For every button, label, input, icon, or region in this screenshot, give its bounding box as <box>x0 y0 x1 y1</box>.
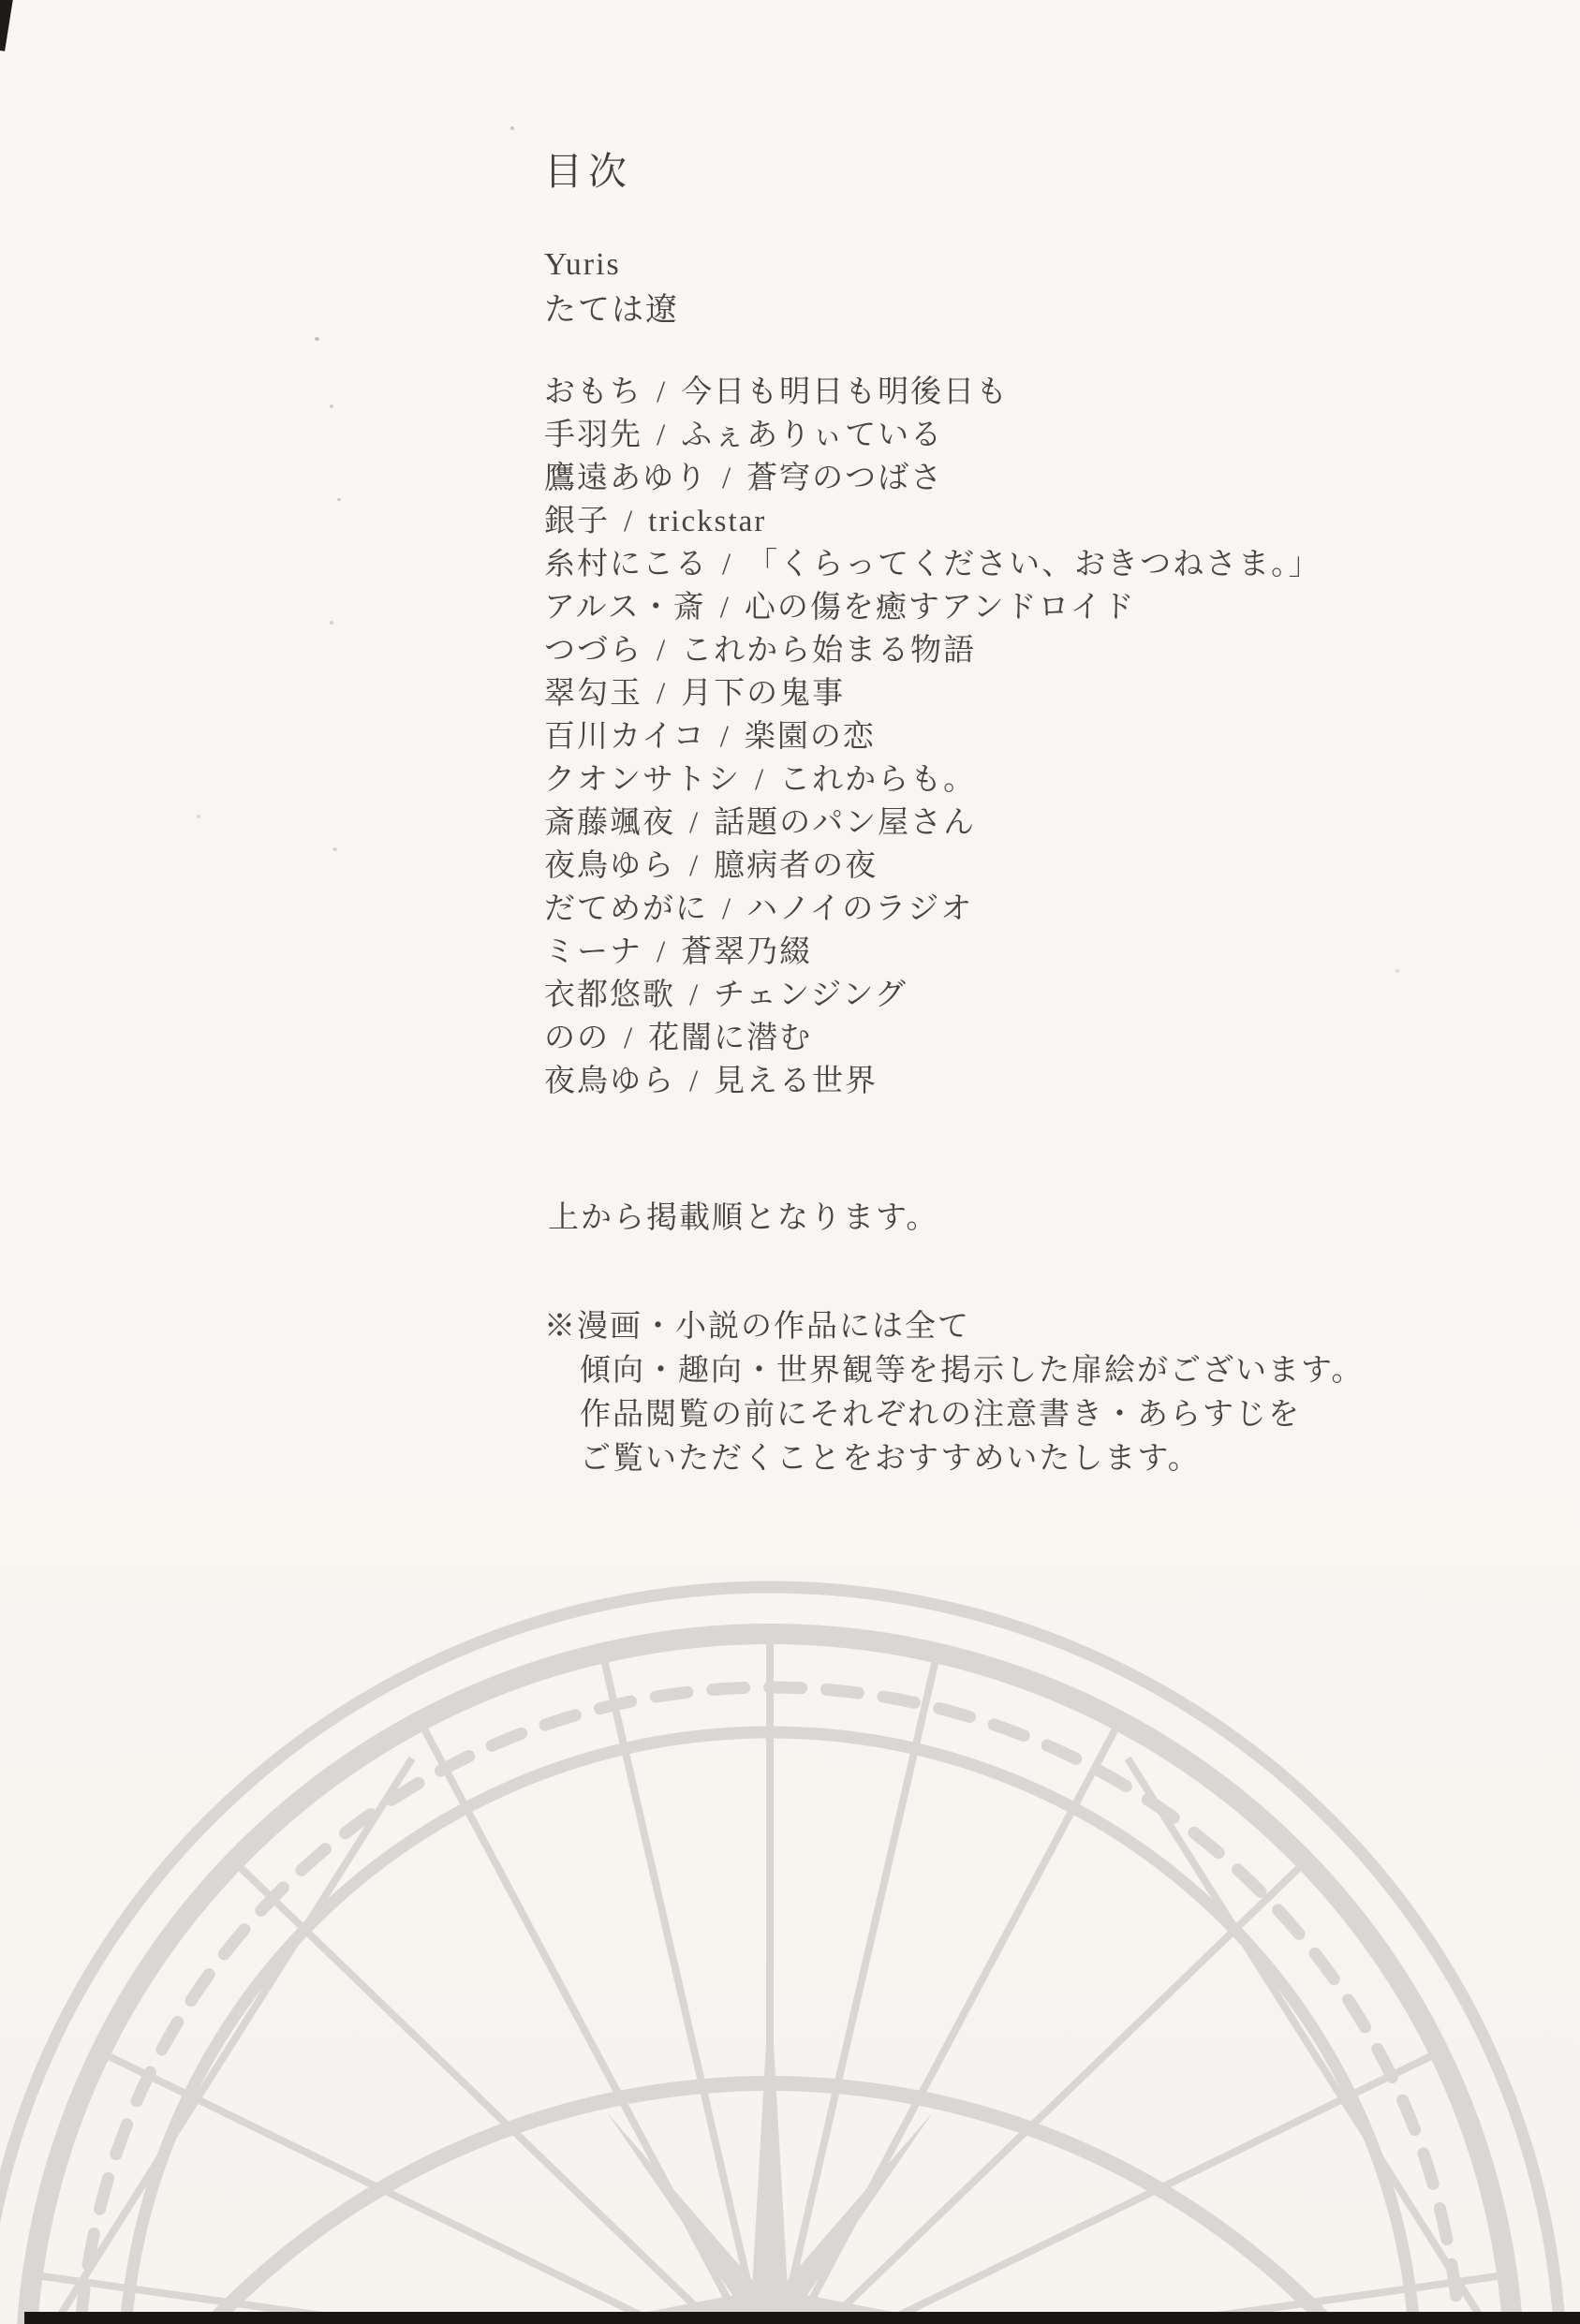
toc-entry <box>544 629 1322 672</box>
dust-speck <box>330 404 333 408</box>
toc-work: 見える世界 <box>714 1065 879 1098</box>
credit-circle-name: Yuris <box>544 247 621 282</box>
toc-author: 夜鳥ゆら <box>544 1065 675 1098</box>
scan-edge-bottom <box>24 2312 1580 2324</box>
toc-author: おもち <box>544 375 642 409</box>
toc-separator: / <box>722 892 733 926</box>
toc-separator: / <box>689 806 701 840</box>
toc-work: 花闇に潜む <box>648 1022 813 1055</box>
dust-speck <box>1395 969 1399 973</box>
toc-entry <box>544 931 1322 974</box>
toc-work: チェンジング <box>714 978 908 1012</box>
notice-line: 傾向・趣向・世界観等を掲示した扉絵がございます。 <box>580 1354 1365 1388</box>
toc-work: ふぇありぃている <box>681 419 944 452</box>
toc-entry <box>544 1017 1322 1060</box>
toc-work: 心の傷を癒すアンドロイド <box>744 591 1136 625</box>
toc-author: 手羽先 <box>544 419 642 452</box>
dust-speck <box>332 847 337 851</box>
notice-line: ご覧いただくことをおすすめいたします。 <box>580 1442 1201 1476</box>
scan-edge-top-left <box>0 0 14 51</box>
order-note: 上から掲載順となります。 <box>548 1201 939 1235</box>
toc-entry <box>544 845 1322 888</box>
dust-speck <box>315 337 319 341</box>
toc-author: 糸村にこる <box>544 548 708 581</box>
toc-author: アルス・斎 <box>544 591 706 625</box>
toc-work: 臆病者の夜 <box>714 849 879 883</box>
dust-speck <box>197 815 200 818</box>
toc-separator: / <box>755 763 766 797</box>
toc-work: ハノイのラジオ <box>746 892 974 926</box>
credit-organizer: たては遼 <box>544 293 679 328</box>
toc-entry <box>544 371 1322 414</box>
toc-separator: / <box>722 462 733 495</box>
toc-work: trickstar <box>648 505 767 538</box>
toc-separator: / <box>657 419 668 452</box>
toc-separator: / <box>657 677 668 711</box>
toc-separator: / <box>624 1022 635 1055</box>
toc-separator: / <box>657 375 668 409</box>
toc-author: 翠勾玉 <box>544 677 642 711</box>
toc-work: 月下の鬼事 <box>681 677 846 711</box>
dust-speck <box>337 498 341 501</box>
page-title: 目次 <box>544 150 632 193</box>
toc-work: 楽園の恋 <box>744 720 876 754</box>
toc-author: 銀子 <box>544 505 610 538</box>
toc-work: 蒼翠乃綴 <box>681 935 813 969</box>
notice-line: ※漫画・小説の作品には全て <box>544 1310 970 1344</box>
toc-author: 斎藤颯夜 <box>544 806 675 840</box>
toc-separator: / <box>689 1065 701 1098</box>
toc-entry <box>544 414 1322 457</box>
toc-entry <box>544 586 1322 629</box>
dust-speck <box>330 621 333 625</box>
toc-author: 百川カイコ <box>544 720 706 754</box>
toc-separator: / <box>657 634 668 668</box>
toc-entry <box>544 758 1322 802</box>
dust-speck <box>510 126 514 130</box>
toc-author: 鷹遠あゆり <box>544 462 708 495</box>
toc-entry <box>544 457 1322 500</box>
toc-author: クオンサトシ <box>544 763 741 797</box>
toc-work: 蒼穹のつばさ <box>746 462 944 495</box>
toc-separator: / <box>657 935 668 969</box>
toc-author: のの <box>544 1022 610 1055</box>
toc-work: これからも。 <box>779 763 977 797</box>
toc-work: 「くらってください、おきつねさま。」 <box>746 548 1322 581</box>
toc-author: 衣都悠歌 <box>544 978 675 1012</box>
toc-author: ミーナ <box>544 935 642 969</box>
toc-work: 今日も明日も明後日も <box>681 375 1010 409</box>
notice-line: 作品閲覧の前にそれぞれの注意書き・あらすじを <box>580 1398 1301 1432</box>
toc-author: つづら <box>544 634 642 668</box>
toc-separator: / <box>689 849 701 883</box>
toc-separator: / <box>719 720 731 754</box>
toc-work: これから始まる物語 <box>681 634 977 668</box>
watermark-star <box>607 1978 933 2324</box>
toc-entry <box>544 543 1322 586</box>
toc-separator: / <box>689 978 701 1012</box>
toc-entry <box>544 672 1322 715</box>
toc-entry <box>544 500 1322 543</box>
toc-work: 話題のパン屋さん <box>714 806 977 840</box>
toc-entry <box>544 888 1322 931</box>
toc-separator: / <box>624 505 635 538</box>
toc-entry <box>544 715 1322 758</box>
toc-author: 夜鳥ゆら <box>544 849 675 883</box>
credits-block <box>544 242 679 333</box>
notice-block <box>544 1305 1364 1481</box>
toc-entry <box>544 802 1322 845</box>
toc-entry <box>544 1060 1322 1103</box>
toc-separator: / <box>722 548 733 581</box>
toc-entry <box>544 974 1322 1017</box>
toc-list <box>544 371 1322 1103</box>
toc-author: だてめがに <box>544 892 708 926</box>
toc-separator: / <box>719 591 731 625</box>
